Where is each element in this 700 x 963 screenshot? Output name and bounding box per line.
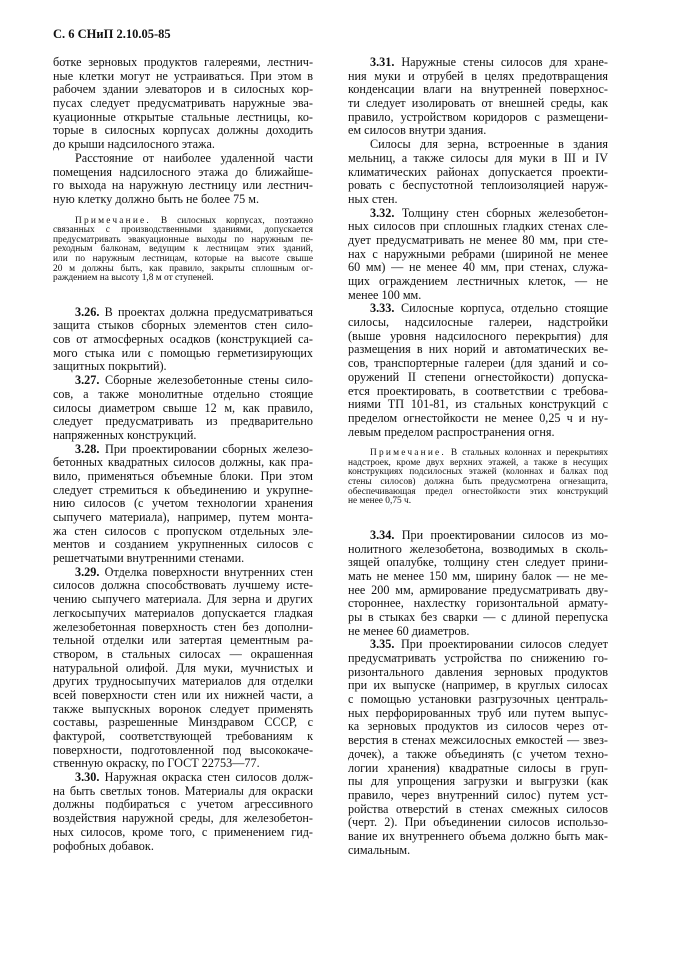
- clause-number: 3.31.: [370, 55, 395, 69]
- text-line: [53, 138, 313, 152]
- text-line: [53, 798, 313, 812]
- line-text: с помощью установки разгрузочных централь-: [348, 692, 608, 707]
- line-text: Силосные корпуса, отдельно стоящие: [401, 301, 609, 316]
- line-text: ры в стыках без сварки — с длиной перепуска: [348, 609, 608, 624]
- text-line: [348, 830, 608, 844]
- line-text: ти следует изолировать от внешней среды, как: [348, 96, 608, 111]
- paragraph: [53, 152, 313, 207]
- line-text: рабочем здании элеваторов и в силосных кор-: [53, 82, 313, 97]
- text-line: [53, 648, 313, 662]
- text-line: [348, 371, 608, 385]
- text-line: [348, 597, 608, 611]
- clause-number: 3.32.: [370, 205, 395, 220]
- line-text: нию силосов (с учетом технологии хранения: [53, 496, 313, 511]
- line-text: всей поверхности стен или их нижней части, а: [53, 687, 313, 702]
- line-text: стены силосов) должна быть предусмотрена огнезащита,: [348, 477, 608, 488]
- text-line: [53, 124, 313, 138]
- text-line: [348, 556, 608, 570]
- line-text: ройства отверстий в стенах смежных силосов: [348, 801, 608, 816]
- text-line: [348, 179, 608, 193]
- clause-3-28: [53, 443, 313, 566]
- text-line: [348, 261, 608, 275]
- text-line: [348, 412, 608, 426]
- text-line: [53, 579, 313, 593]
- line-text: решетчатыми внутренними стенами.: [53, 551, 245, 566]
- text-line: [53, 333, 313, 347]
- line-text: должны подбираться с учетом агрессивного: [53, 797, 313, 812]
- line-text: ка зерновых продуктов из силосов через от-: [348, 719, 608, 734]
- text-line: [348, 289, 608, 303]
- line-text: левым пределом распространения огня.: [348, 424, 555, 439]
- text-line: [53, 744, 313, 758]
- line-text: рофобных добавок.: [53, 838, 154, 853]
- line-text: защитных покрытий).: [53, 359, 167, 374]
- text-line: [348, 529, 608, 543]
- line-text: ется проектировать, в соответствии с требова-: [348, 383, 608, 398]
- line-text: следует предусматривать из предварительно: [53, 414, 313, 429]
- text-line: [53, 771, 313, 785]
- line-text: ризонтального давления зерновых продуктов: [348, 664, 608, 679]
- text-line: [348, 124, 608, 138]
- line-text: сов, транспортерные галереи (для зданий и со-: [348, 356, 608, 371]
- text-line: [348, 398, 608, 412]
- clause-3-31: [348, 56, 608, 138]
- text-line: [53, 812, 313, 826]
- text-line: [348, 816, 608, 830]
- line-text: зящей опалубке, толщину стен следует прини-: [348, 555, 608, 570]
- line-text: ем силосов внутри здания.: [348, 123, 487, 138]
- text-line: [53, 525, 313, 539]
- note-block: [53, 217, 313, 284]
- line-text: вание их внутреннего объема должно быть мак-: [348, 828, 608, 843]
- line-text: предусматривать эвакуационные выходы по наружным пе-: [53, 234, 313, 245]
- text-line: [53, 402, 313, 416]
- clause-3-27: [53, 374, 313, 442]
- text-line: [348, 543, 608, 557]
- line-text: верстия в стенах межсилосных емкостей — звез-: [348, 733, 608, 748]
- text-line: [348, 762, 608, 776]
- line-text: предусматривать устройства по снижению го-: [348, 651, 608, 665]
- line-text: (черт. 2). При объединении силосов использо-: [348, 815, 608, 830]
- clause-number: 3.30.: [75, 770, 100, 785]
- left-column: [53, 56, 313, 853]
- line-text: надстроек, кроме двух верхних этажей, а также в несущих: [348, 457, 608, 468]
- line-text: стороннее, нахлестку горизонтальной армату-: [348, 596, 608, 611]
- clause-number: 3.33.: [370, 301, 395, 316]
- line-text: оружений II степени огнестойкости) допуска-: [348, 369, 608, 384]
- text-line: [53, 703, 313, 717]
- line-text: легкосыпучих материалов допускается гладкая: [53, 605, 313, 620]
- line-text: симальным.: [348, 842, 411, 857]
- right-column: [348, 56, 608, 857]
- clause-3-26: [53, 306, 313, 374]
- text-line: [348, 275, 608, 289]
- line-text: Наружная окраска стен силосов долж-: [104, 770, 313, 785]
- line-text: защита стыков сборных элементов стен сило-: [53, 318, 313, 333]
- text-line: [348, 97, 608, 111]
- line-text: напряженных конструкций.: [53, 427, 197, 442]
- line-text: раждением на высоту 1,8 м от ступеней.: [53, 273, 214, 284]
- line-text: ных силосов, кроме того, с применением гид-: [53, 824, 313, 839]
- line-text: При проектировании силосов следует: [400, 637, 608, 652]
- line-text: Силосы для зерна, встроенные в здания: [370, 137, 608, 152]
- clause-number: 3.28.: [75, 441, 100, 456]
- text-line: [348, 426, 608, 440]
- line-text: нее 200 мм, армирование предусматривать дву-: [348, 582, 608, 597]
- text-line: [53, 306, 313, 320]
- text-line: [53, 621, 313, 635]
- text-line: [53, 757, 313, 771]
- text-line: [348, 234, 608, 248]
- text-line: [53, 716, 313, 730]
- line-text: связанных с производственными зданиями, допускается: [53, 225, 313, 236]
- line-text: ментов и созданием укрупненных силосов с: [53, 537, 313, 552]
- text-line: [53, 840, 313, 854]
- text-line: [53, 675, 313, 689]
- clause-3-34: [348, 529, 608, 639]
- clause-number: 3.35.: [370, 637, 395, 652]
- line-text: Толщину стен сборных железобетон-: [401, 205, 609, 220]
- text-line: [348, 330, 608, 344]
- line-text: сыпучего материала), например, путем монта-: [53, 510, 313, 525]
- line-text: ные клетки могут не устраиваться. При этом в: [53, 68, 313, 83]
- line-text: В стальных колоннах и перекрытиях: [450, 448, 609, 459]
- text-line: [53, 274, 313, 284]
- line-text: бетонных квадратных силосов должны, как пра-: [53, 455, 313, 470]
- line-text: ственную окраску, по ГОСТ 22753—77.: [53, 756, 260, 771]
- text-line: [53, 662, 313, 676]
- text-line: [348, 693, 608, 707]
- text-line: [53, 538, 313, 552]
- line-text: правило, устройством коридоров с размещени-: [348, 109, 608, 124]
- line-text: помещения надсилосного этажа до ближайше-: [53, 164, 313, 179]
- line-text: или по наружным лестницам, которые на высоте свыше: [53, 253, 313, 264]
- line-text: при их выпуске (например, в круглых силосах: [348, 678, 608, 693]
- line-text: поверхности, подготовленной под высококаче-: [53, 742, 313, 757]
- line-text: не менее 0,75 ч.: [348, 496, 412, 507]
- text-line: [53, 166, 313, 180]
- line-text: конструкциях подсилосных этажей (колоннах и балках под: [348, 467, 608, 478]
- text-line: [53, 689, 313, 703]
- clause-number: 3.27.: [75, 373, 100, 388]
- text-line: [53, 593, 313, 607]
- line-text: В проектах должна предусматриваться: [104, 304, 313, 319]
- line-text: Отделка поверхности внутренних стен: [104, 564, 313, 579]
- text-line: [53, 607, 313, 621]
- text-line: [348, 748, 608, 762]
- text-line: [53, 552, 313, 566]
- text-line: [53, 319, 313, 333]
- text-line: [348, 343, 608, 357]
- text-line: [348, 193, 608, 207]
- text-line: [348, 666, 608, 680]
- line-text: логии хранения) квадратные силосы в груп-: [348, 760, 608, 775]
- text-line: [348, 570, 608, 584]
- line-text: силосов должна способствовать лучшему исте-: [53, 578, 313, 593]
- text-line: [348, 316, 608, 330]
- line-text: мого стыка или с помощью герметизирующих: [53, 345, 313, 360]
- text-line: [348, 652, 608, 666]
- line-text: ных стен.: [348, 191, 398, 206]
- line-text: куационные открытые стальные лестницы, ко-: [53, 109, 313, 124]
- clause-number: 3.34.: [370, 527, 395, 542]
- line-text: составы, разрешенные Минздравом СССР, с: [53, 715, 313, 730]
- line-text: воздействия наружной среды, для железобетон-: [53, 811, 313, 826]
- clause-number: 3.26.: [75, 304, 100, 319]
- clause-number: 3.29.: [75, 564, 100, 579]
- line-text: не менее 60 диаметров.: [348, 623, 470, 638]
- line-text: конденсации влаги на внутренней поверхнос-: [348, 82, 608, 97]
- text-line: [53, 566, 313, 580]
- line-text: на быть светлых тонов. Материалы для окраски: [53, 783, 313, 798]
- line-text: ных перфорированных труб или путем выпус-: [348, 705, 608, 720]
- text-line: [348, 83, 608, 97]
- text-line: [348, 844, 608, 858]
- line-text: При проектировании силосов из мо-: [401, 527, 609, 542]
- text-line: [53, 511, 313, 525]
- text-line: [53, 443, 313, 457]
- text-line: [348, 679, 608, 693]
- text-line: [53, 470, 313, 484]
- text-line: [348, 497, 608, 507]
- text-line: [348, 138, 608, 152]
- line-text: ботке зерновых продуктов галереями, лестнич-: [53, 55, 313, 69]
- clause-3-32: [348, 207, 608, 303]
- text-line: [348, 385, 608, 399]
- text-line: [53, 193, 313, 207]
- text-line: [53, 360, 313, 374]
- text-line: [348, 803, 608, 817]
- clause-3-33: [348, 302, 608, 439]
- text-line: [53, 484, 313, 498]
- text-line: [348, 638, 608, 652]
- line-text: Расстояние от наиболее удаленной части: [75, 150, 313, 165]
- line-text: размещения в них норий и автоматических ве-: [348, 342, 608, 357]
- note-label: Примечание.: [370, 448, 446, 459]
- line-text: 60 мм) — не менее 40 мм, при стенах, служа-: [348, 260, 608, 275]
- text-line: [348, 56, 608, 70]
- line-text: железобетонная поверхность стен без дополни-: [53, 619, 313, 634]
- line-text: правило, через внутренний силос) путем уст-: [348, 787, 608, 802]
- line-text: фактурой, соответствующей требованиям к: [53, 729, 313, 744]
- line-text: до крыши надсилосного этажа.: [53, 137, 215, 152]
- line-text: пы для упрощения загрузки и выгрузки (как: [348, 774, 608, 789]
- text-line: [53, 429, 313, 443]
- text-line: [348, 111, 608, 125]
- text-line: [53, 415, 313, 429]
- line-text: створом, в стальных силосах — окрашенная: [53, 646, 313, 661]
- text-line: [53, 97, 313, 111]
- text-line: [348, 720, 608, 734]
- text-line: [348, 152, 608, 166]
- line-text: нах с наружными ребрами (шириной не менее: [348, 246, 608, 261]
- text-line: [53, 730, 313, 744]
- line-text: ниями ТП 101-81, из стальных конструкций с: [348, 397, 608, 412]
- line-text: также выпускных воронок следует применять: [53, 701, 313, 716]
- clause-3-30: [53, 771, 313, 853]
- text-line: [53, 785, 313, 799]
- line-text: торые в силосных корпусах должны доходить: [53, 123, 313, 138]
- line-text: В силосных корпусах, поэтажно: [160, 215, 314, 226]
- line-text: силосы, надсилосные галереи, надстройки: [348, 315, 608, 330]
- line-text: других трудносыпучих материалов для отделки: [53, 674, 313, 689]
- note-label: Примечание.: [75, 215, 151, 226]
- line-text: сов от атмосферных осадков (конструкцией са-: [53, 332, 313, 347]
- text-line: [348, 357, 608, 371]
- line-text: 20 м должны быть, как правило, закрыты сплошным ог-: [53, 263, 313, 274]
- line-text: (выше уровня надсилосного перекрытия) для: [348, 328, 608, 343]
- line-text: нолитного железобетона, возводимых в сколь-: [348, 541, 608, 556]
- page-header: С. 6 СНиП 2.10.05-85: [53, 27, 171, 41]
- text-line: [53, 152, 313, 166]
- line-text: При проектировании сборных железо-: [105, 441, 313, 456]
- text-line: [348, 707, 608, 721]
- paragraph: [348, 138, 608, 206]
- text-line: [53, 347, 313, 361]
- line-text: мать не менее 150 мм, ширину балок — не ме-: [348, 568, 608, 583]
- line-text: сов, а также монолитные отдельно стоящие: [53, 386, 313, 401]
- line-text: следует стремиться к объединению и укрупне-: [53, 482, 313, 497]
- line-text: го выхода на наружную лестницу или лестнич-: [53, 178, 313, 193]
- text-line: [348, 302, 608, 316]
- text-line: [53, 374, 313, 388]
- text-line: [53, 826, 313, 840]
- line-text: климатических районах допускается проекти-: [348, 164, 608, 179]
- text-line: [348, 207, 608, 221]
- clause-3-29: [53, 566, 313, 771]
- text-line: [53, 634, 313, 648]
- clause-3-35: [348, 638, 608, 857]
- line-text: пусах следует предусматривать наружные эва-: [53, 96, 313, 111]
- text-line: [53, 83, 313, 97]
- line-text: менее 100 мм.: [348, 287, 422, 302]
- line-text: обеспечивающая предел огнестойкости этих конструкций: [348, 486, 608, 497]
- text-line: [348, 70, 608, 84]
- line-text: натуральной олифой. Для муки, мучнистых и: [53, 660, 313, 675]
- text-line: [348, 625, 608, 639]
- text-line: [348, 775, 608, 789]
- text-line: [348, 248, 608, 262]
- line-text: ния муки и отрубей в целях предотвращения: [348, 68, 608, 83]
- line-text: тельной отделки или затертая цементным ра-: [53, 633, 313, 648]
- line-text: чению сыпучего материала. Для зерна и других: [53, 592, 313, 607]
- line-text: жа стен силосов с пропуском отдельных эле-: [53, 523, 313, 538]
- text-line: [348, 166, 608, 180]
- text-line: [348, 611, 608, 625]
- line-text: Сборные железобетонные стены сило-: [104, 373, 313, 388]
- text-line: [53, 179, 313, 193]
- line-text: мельниц, а также силосы для муки в III и IV: [348, 150, 608, 165]
- text-line: [348, 584, 608, 598]
- paragraph: [53, 56, 313, 152]
- note-block: [348, 449, 608, 507]
- text-line: [348, 220, 608, 234]
- line-text: Наружные стены силосов для хране-: [401, 55, 608, 69]
- text-line: [53, 497, 313, 511]
- text-line: [348, 734, 608, 748]
- line-text: ную клетку должно быть не более 75 м.: [53, 191, 260, 206]
- text-line: [53, 388, 313, 402]
- line-text: реходным балконам, ведущим к лестницам этих зданий,: [53, 244, 313, 255]
- line-text: ных силосов при сплошных гладких стенах сле-: [348, 219, 608, 234]
- text-line: [53, 456, 313, 470]
- text-line: [53, 111, 313, 125]
- line-text: дочек), а также объединять (с учетом техно-: [348, 746, 608, 761]
- line-text: пределом огнестойкости не менее 0,25 ч и ну-: [348, 410, 608, 425]
- line-text: дует предусматривать не менее 80 мм, при сте-: [348, 232, 608, 247]
- text-line: [348, 789, 608, 803]
- line-text: вило, применяться объемные блоки. При этом: [53, 468, 313, 483]
- line-text: щих ограждением лестничных клеток, — не: [348, 274, 608, 288]
- line-text: ровать с беспустотной теплоизоляцией наруж-: [348, 178, 608, 193]
- text-line: [53, 56, 313, 70]
- line-text: силосы диаметром свыше 12 м, как правило,: [53, 400, 313, 415]
- text-line: [53, 70, 313, 84]
